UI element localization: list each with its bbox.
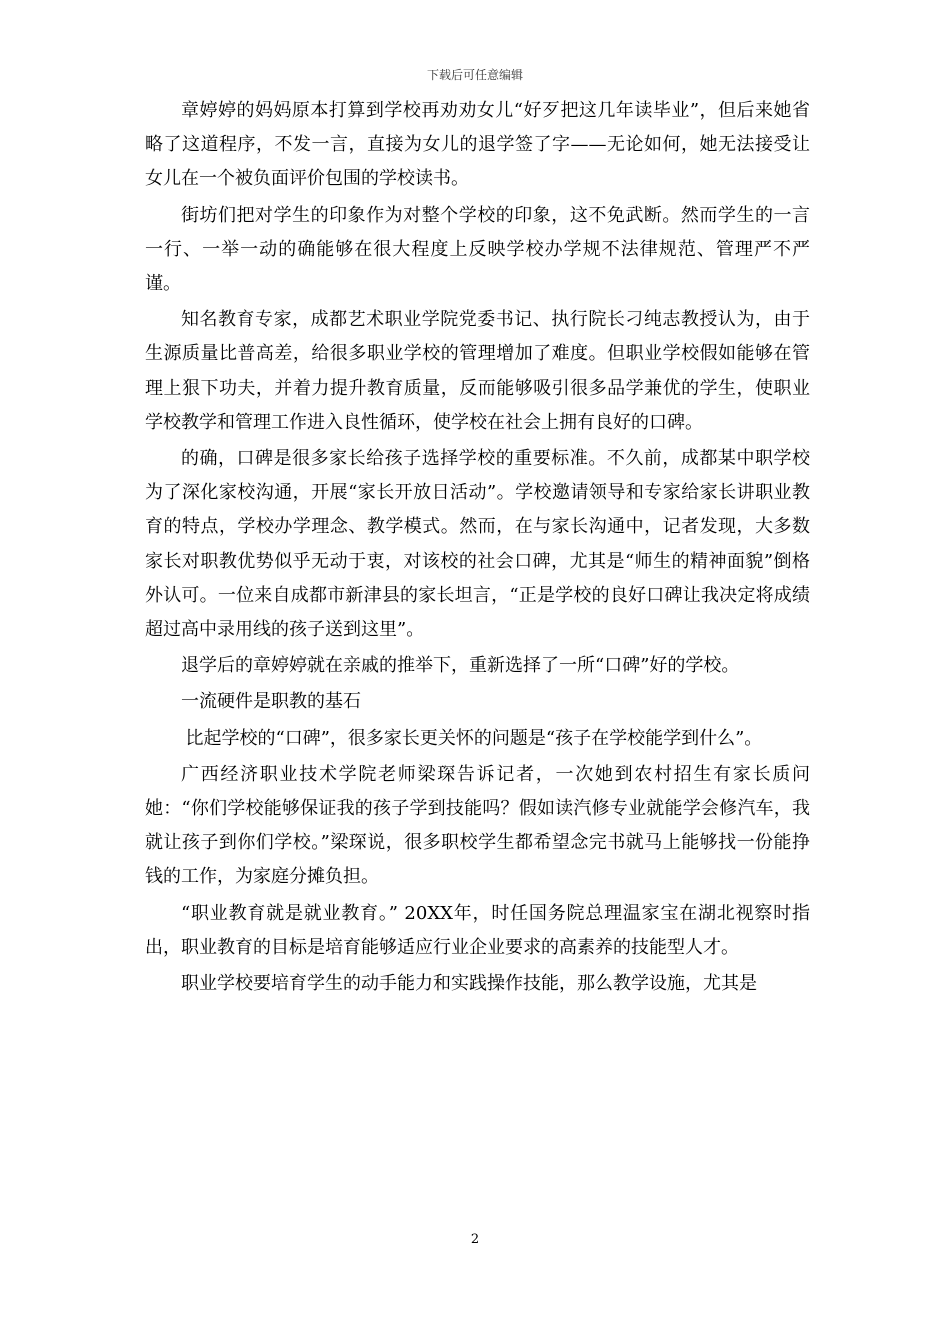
paragraph: “职业教育就是就业教育。” 20XX年，时任国务院总理温家宝在湖北视察时指出，职业教育的目标是培育能够适应行业企业要求的高素养的技能型人才。	[145, 902, 810, 958]
document-body	[145, 94, 810, 1003]
paragraph: 的确，口碑是很多家长给孩子选择学校的重要标准。不久前，成都某中职学校为了深化家校沟通，开展“家长开放日活动”。学校邀请领导和专家给家长讲职业教育的特点，学校办学理念、教学模式。然而，在与家长沟通中，记者发现，大多数家长对职教优势似乎无动于衷，对该校的社会口碑，尤其是“师生的精神面貌”倒格外认可。一位来自成都市新津县的家长坦言，“正是学校的良好口碑让我决定将成绩超过高中录用线的孩子送到这里”。	[145, 448, 810, 641]
page-header-note: 下载后可任意编辑	[426, 68, 523, 82]
paragraph: 章婷婷的妈妈原本打算到学校再劝劝女儿“好歹把这几年读毕业”，但后来她省略了这道程序，不发一言，直接为女儿的退学签了字——无论如何，她无法接受让女儿在一个被负面评价包围的学校读书。	[145, 100, 810, 190]
paragraph: 街坊们把对学生的印象作为对整个学校的印象，这不免武断。然而学生的一言一行、一举一动的确能够在很大程度上反映学校办学规不法律规范、管理严不严谨。	[145, 204, 810, 295]
paragraph: 退学后的章婷婷就在亲戚的推举下，重新选择了一所“口碑”好的学校。	[181, 655, 740, 677]
paragraph: 职业学校要培育学生的动手能力和实践操作技能，那么教学设施，尤其是	[181, 973, 757, 995]
section-heading: 一流硬件是职教的基石	[181, 691, 361, 713]
paragraph: 比起学校的“口碑”，很多家长更关怀的问题是“孩子在学校能学到什么”。	[185, 727, 763, 749]
paragraph: 知名教育专家，成都艺术职业学院党委书记、执行院长刁纯志教授认为，由于生源质量比普高差，给很多职业学校的管理增加了难度。但职业学校假如能够在管理上狠下功夫，并着力提升教育质量，反而能够吸引很多品学兼优的学生，使职业学校教学和管理工作进入良性循环，使学校在社会上拥有良好的口碑。	[145, 309, 810, 433]
paragraph: 广西经济职业技术学院老师梁琛告诉记者，一次她到农村招生有家长质问她：“你们学校能够保证我的孩子学到技能吗？假如读汽修专业就能学会修汽车，我就让孩子到你们学校。”梁琛说，很多职校学生都希望念完书就马上能够找一份能挣钱的工作，为家庭分摊负担。	[145, 763, 810, 888]
page-number: 2	[470, 1232, 480, 1247]
